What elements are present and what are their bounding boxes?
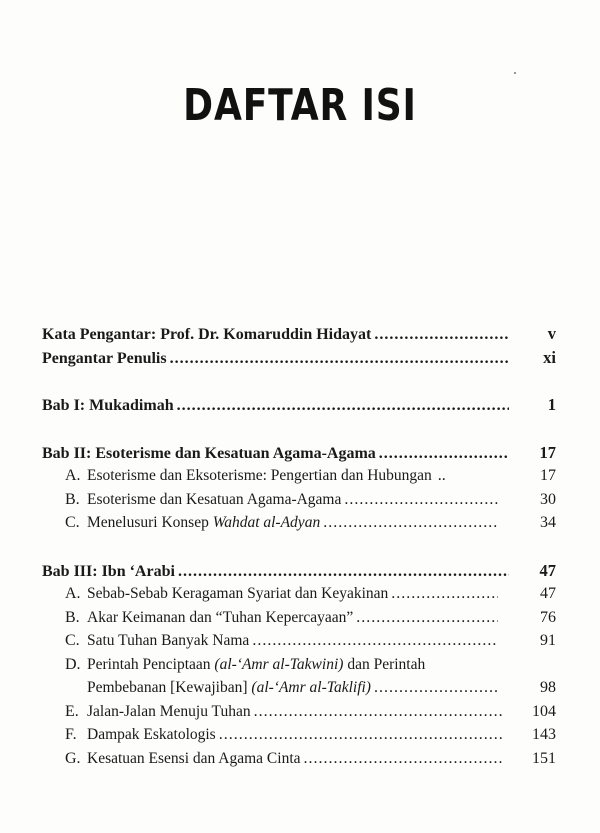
toc-subentry xyxy=(42,511,556,535)
toc-subentry-letter: B. xyxy=(65,608,80,626)
page-title: DAFTAR ISI xyxy=(183,80,417,131)
toc-subentry-letter: E. xyxy=(65,702,79,720)
toc-subentry xyxy=(42,629,556,653)
toc-entry-label: Bab III: Ibn ‘Arabi xyxy=(42,562,175,580)
toc-subentry-letter: F. xyxy=(65,726,77,743)
toc-subentry-label: Akar Keimanan dan “Tuhan Kepercayaan” xyxy=(87,608,354,626)
toc-subentry xyxy=(42,700,556,724)
toc-entry-pengantar-penulis xyxy=(42,346,556,370)
toc-subentry-letter: A. xyxy=(65,467,81,484)
table-of-contents xyxy=(42,322,556,770)
toc-subentry-label: Esoterisme dan Kesatuan Agama-Agama xyxy=(87,490,342,508)
dot-leader xyxy=(219,723,504,747)
dot-leader xyxy=(323,511,498,535)
speck xyxy=(514,72,516,74)
toc-entry-bab-1 xyxy=(42,393,556,417)
toc-subentry-line2 xyxy=(42,676,556,700)
toc-subentry-label: Jalan-Jalan Menuju Tuhan xyxy=(87,702,251,720)
toc-page-number: xi xyxy=(543,347,556,367)
dot-leader xyxy=(344,488,498,512)
toc-subentry xyxy=(42,488,556,512)
dot-leader xyxy=(254,700,504,724)
toc-entry-label: Bab II: Esoterisme dan Kesatuan Agama-Agama xyxy=(42,444,376,462)
toc-subentry-letter: C. xyxy=(65,632,80,649)
dot-leader xyxy=(391,582,498,606)
toc-subentry-letter: C. xyxy=(65,514,80,531)
dot-leader: .. xyxy=(437,467,446,484)
dot-leader xyxy=(379,442,509,466)
toc-subentry-label: Esoterisme dan Eksoterisme: Pengertian dan Hubungan xyxy=(87,467,432,484)
toc-page-number: 1 xyxy=(547,395,556,414)
toc-entry-label: Kata Pengantar: Prof. Dr. Komaruddin Hidayat xyxy=(42,326,372,343)
toc-page-number: 17 xyxy=(539,442,556,462)
toc-page-number: 151 xyxy=(532,749,556,767)
toc-subentry-line1 xyxy=(42,653,556,677)
toc-page-number: 91 xyxy=(540,632,556,649)
toc-entry-bab-3 xyxy=(42,559,556,583)
toc-subentry-label: Kesatuan Esensi dan Agama Cinta xyxy=(87,749,301,767)
toc-entry-bab-2 xyxy=(42,441,556,465)
toc-subentry xyxy=(42,582,556,606)
toc-subentry-letter: B. xyxy=(65,490,80,508)
toc-subentry-letter: A. xyxy=(65,585,81,602)
toc-subentry xyxy=(42,747,556,771)
toc-page-number: 47 xyxy=(540,585,556,602)
dot-leader xyxy=(170,347,509,371)
toc-subentry-letter: D. xyxy=(65,655,81,673)
toc-page-number: 17 xyxy=(540,467,556,484)
dot-leader xyxy=(374,323,509,347)
toc-page-number: 76 xyxy=(540,608,556,626)
toc-subentry-label: Perintah Penciptaan (al-‘Amr al-Takwini) dan Perintah xyxy=(87,655,426,673)
toc-entry-kata-pengantar xyxy=(42,322,556,346)
dot-leader xyxy=(304,747,504,771)
toc-subentry-label: Pembebanan [Kewajiban] (al-‘Amr al-Taklifi) xyxy=(87,679,371,696)
toc-page-number: v xyxy=(547,324,556,343)
toc-subentry-label: Menelusuri Konsep Wahdat al-Adyan xyxy=(87,514,321,531)
dot-leader xyxy=(374,676,498,700)
toc-subentry xyxy=(42,464,556,488)
toc-subentry xyxy=(42,723,556,747)
toc-subentry-label: Dampak Eskatologis xyxy=(87,726,216,743)
toc-page-number: 34 xyxy=(540,514,556,531)
toc-page-number: 104 xyxy=(532,702,556,720)
toc-subentry-label: Sebab-Sebab Keragaman Syariat dan Keyakinan xyxy=(87,585,389,602)
toc-subentry-letter: G. xyxy=(65,749,81,767)
toc-page-number: 47 xyxy=(539,560,556,580)
toc-entry-label: Bab I: Mukadimah xyxy=(42,397,174,414)
toc-entry-label: Pengantar Penulis xyxy=(42,349,167,367)
toc-subentry xyxy=(42,606,556,630)
dot-leader xyxy=(356,606,498,630)
dot-leader xyxy=(252,629,498,653)
toc-page-number: 98 xyxy=(540,679,556,696)
dot-leader xyxy=(178,560,509,584)
dot-leader xyxy=(177,394,509,418)
toc-subentry-label: Satu Tuhan Banyak Nama xyxy=(87,632,250,649)
toc-page-number: 143 xyxy=(532,726,556,743)
toc-page-number: 30 xyxy=(540,490,556,508)
